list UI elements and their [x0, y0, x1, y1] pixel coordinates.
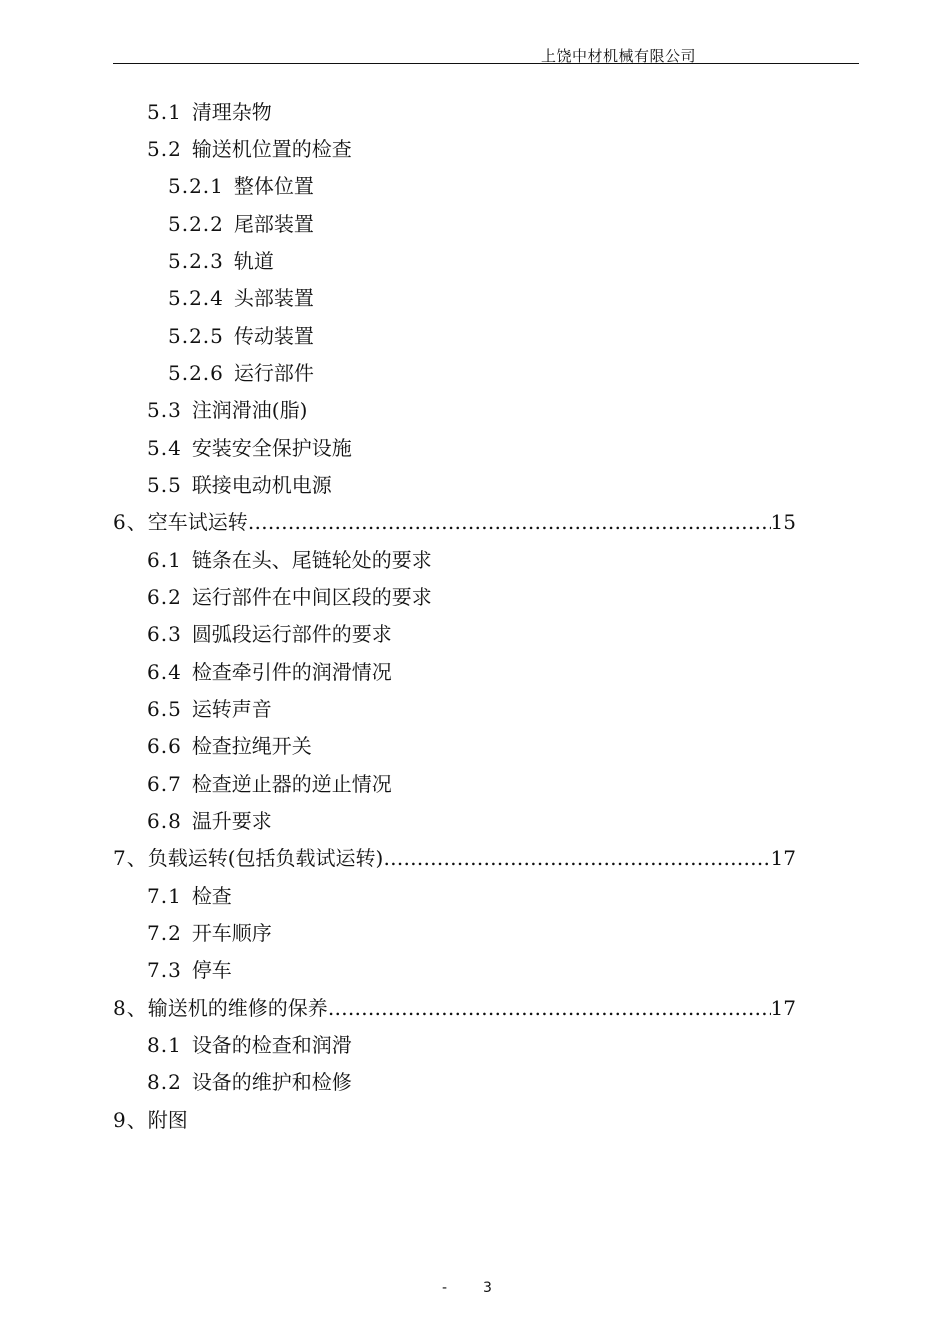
toc-number: 6.1: [147, 548, 182, 572]
toc-title: 安装安全保护设施: [191, 436, 352, 460]
dot-leader: [328, 993, 771, 1023]
toc-chapter-entry[interactable]: [113, 843, 796, 873]
toc-entry[interactable]: [168, 209, 314, 239]
toc-title: 设备的维护和检修: [191, 1070, 352, 1094]
toc-title: 检查牵引件的润滑情况: [191, 660, 392, 684]
toc-chapter-entry[interactable]: [113, 1105, 188, 1135]
toc-entry[interactable]: [147, 395, 307, 425]
toc-entry[interactable]: [147, 806, 272, 836]
toc-entry[interactable]: [147, 918, 272, 948]
dot-leader: [383, 843, 770, 873]
toc-entry[interactable]: [147, 433, 352, 463]
toc-title: 轨道: [233, 249, 274, 273]
toc-entry[interactable]: [147, 1067, 352, 1097]
toc-entry[interactable]: [168, 171, 314, 201]
toc-number: 6.4: [147, 660, 182, 684]
toc-number: 5.2.6: [168, 361, 224, 385]
toc-number: 5.3: [147, 398, 182, 422]
toc-title: 传动装置: [233, 324, 314, 348]
toc-number: 6.7: [147, 772, 182, 796]
toc-title: 开车顺序: [191, 921, 272, 945]
toc-entry[interactable]: [147, 545, 432, 575]
toc-title: 链条在头、尾链轮处的要求: [191, 548, 432, 572]
toc-entry[interactable]: [147, 657, 392, 687]
toc-title: 温升要求: [191, 809, 272, 833]
toc-number: 6、: [113, 510, 148, 534]
toc-number: 5.2.1: [168, 174, 224, 198]
toc-chapter-entry[interactable]: [113, 507, 796, 537]
toc-entry[interactable]: [147, 1030, 352, 1060]
toc-number: 7、: [113, 846, 148, 870]
toc-number: 6.6: [147, 734, 182, 758]
toc-entry[interactable]: [147, 582, 432, 612]
toc-title: 头部装置: [233, 286, 314, 310]
toc-title: 检查逆止器的逆止情况: [191, 772, 392, 796]
toc-number: 5.2.5: [168, 324, 224, 348]
toc-number: 7.2: [147, 921, 182, 945]
toc-number: 9、: [113, 1108, 148, 1132]
toc-entry[interactable]: [147, 769, 392, 799]
toc-title: 联接电动机电源: [191, 473, 332, 497]
toc-title: 附图: [147, 1108, 188, 1132]
toc-title: 检查拉绳开关: [191, 734, 312, 758]
toc-title: 注润滑油(脂): [191, 398, 308, 422]
toc-title: 负载运转(包括负载试运转): [147, 846, 384, 870]
toc-title: 圆弧段运行部件的要求: [191, 622, 392, 646]
toc-entry[interactable]: [147, 694, 272, 724]
toc-title: 设备的检查和润滑: [191, 1033, 352, 1057]
toc-entry[interactable]: [168, 283, 314, 313]
toc-title: 空车试运转: [147, 510, 248, 534]
toc-entry[interactable]: [147, 134, 352, 164]
toc-number: 5.2: [147, 137, 182, 161]
toc-page-number: 17: [770, 996, 796, 1020]
toc-title: 输送机的维修的保养: [147, 996, 328, 1020]
toc-number: 5.2.2: [168, 212, 224, 236]
toc-title: 运行部件: [233, 361, 314, 385]
toc-number: 5.5: [147, 473, 182, 497]
toc-entry[interactable]: [147, 955, 232, 985]
toc-entry[interactable]: [147, 470, 332, 500]
toc-number: 6.5: [147, 697, 182, 721]
toc-number: 6.8: [147, 809, 182, 833]
header-company-name: 上饶中材机械有限公司: [541, 47, 697, 65]
toc-chapter-entry[interactable]: [113, 993, 796, 1023]
toc-title: 清理杂物: [191, 100, 272, 124]
toc-entry[interactable]: [147, 97, 272, 127]
toc-title: 运转声音: [191, 697, 272, 721]
toc-number: 5.4: [147, 436, 182, 460]
toc-number: 7.1: [147, 884, 182, 908]
toc-number: 8、: [113, 996, 148, 1020]
dot-leader: [248, 507, 771, 537]
toc-entry[interactable]: [147, 881, 232, 911]
toc-title: 整体位置: [233, 174, 314, 198]
toc-page-number: 15: [770, 510, 796, 534]
toc-title: 尾部装置: [233, 212, 314, 236]
toc-number: 5.2.3: [168, 249, 224, 273]
toc-title: 运行部件在中间区段的要求: [191, 585, 432, 609]
toc-entry[interactable]: [168, 358, 314, 388]
page-number: 3: [483, 1280, 492, 1296]
toc-page-number: 17: [770, 846, 796, 870]
header-divider: [113, 63, 859, 64]
toc-number: 6.2: [147, 585, 182, 609]
toc-number: 5.2.4: [168, 286, 224, 310]
toc-number: 7.3: [147, 958, 182, 982]
toc-entry[interactable]: [168, 321, 314, 351]
toc-title: 检查: [191, 884, 232, 908]
toc-title: 输送机位置的检查: [191, 137, 352, 161]
toc-number: 8.2: [147, 1070, 182, 1094]
footer-dash: -: [442, 1280, 448, 1296]
toc-number: 5.1: [147, 100, 182, 124]
toc-number: 6.3: [147, 622, 182, 646]
toc-entry[interactable]: [168, 246, 274, 276]
toc-number: 8.1: [147, 1033, 182, 1057]
toc-entry[interactable]: [147, 619, 392, 649]
toc-title: 停车: [191, 958, 232, 982]
toc-entry[interactable]: [147, 731, 312, 761]
